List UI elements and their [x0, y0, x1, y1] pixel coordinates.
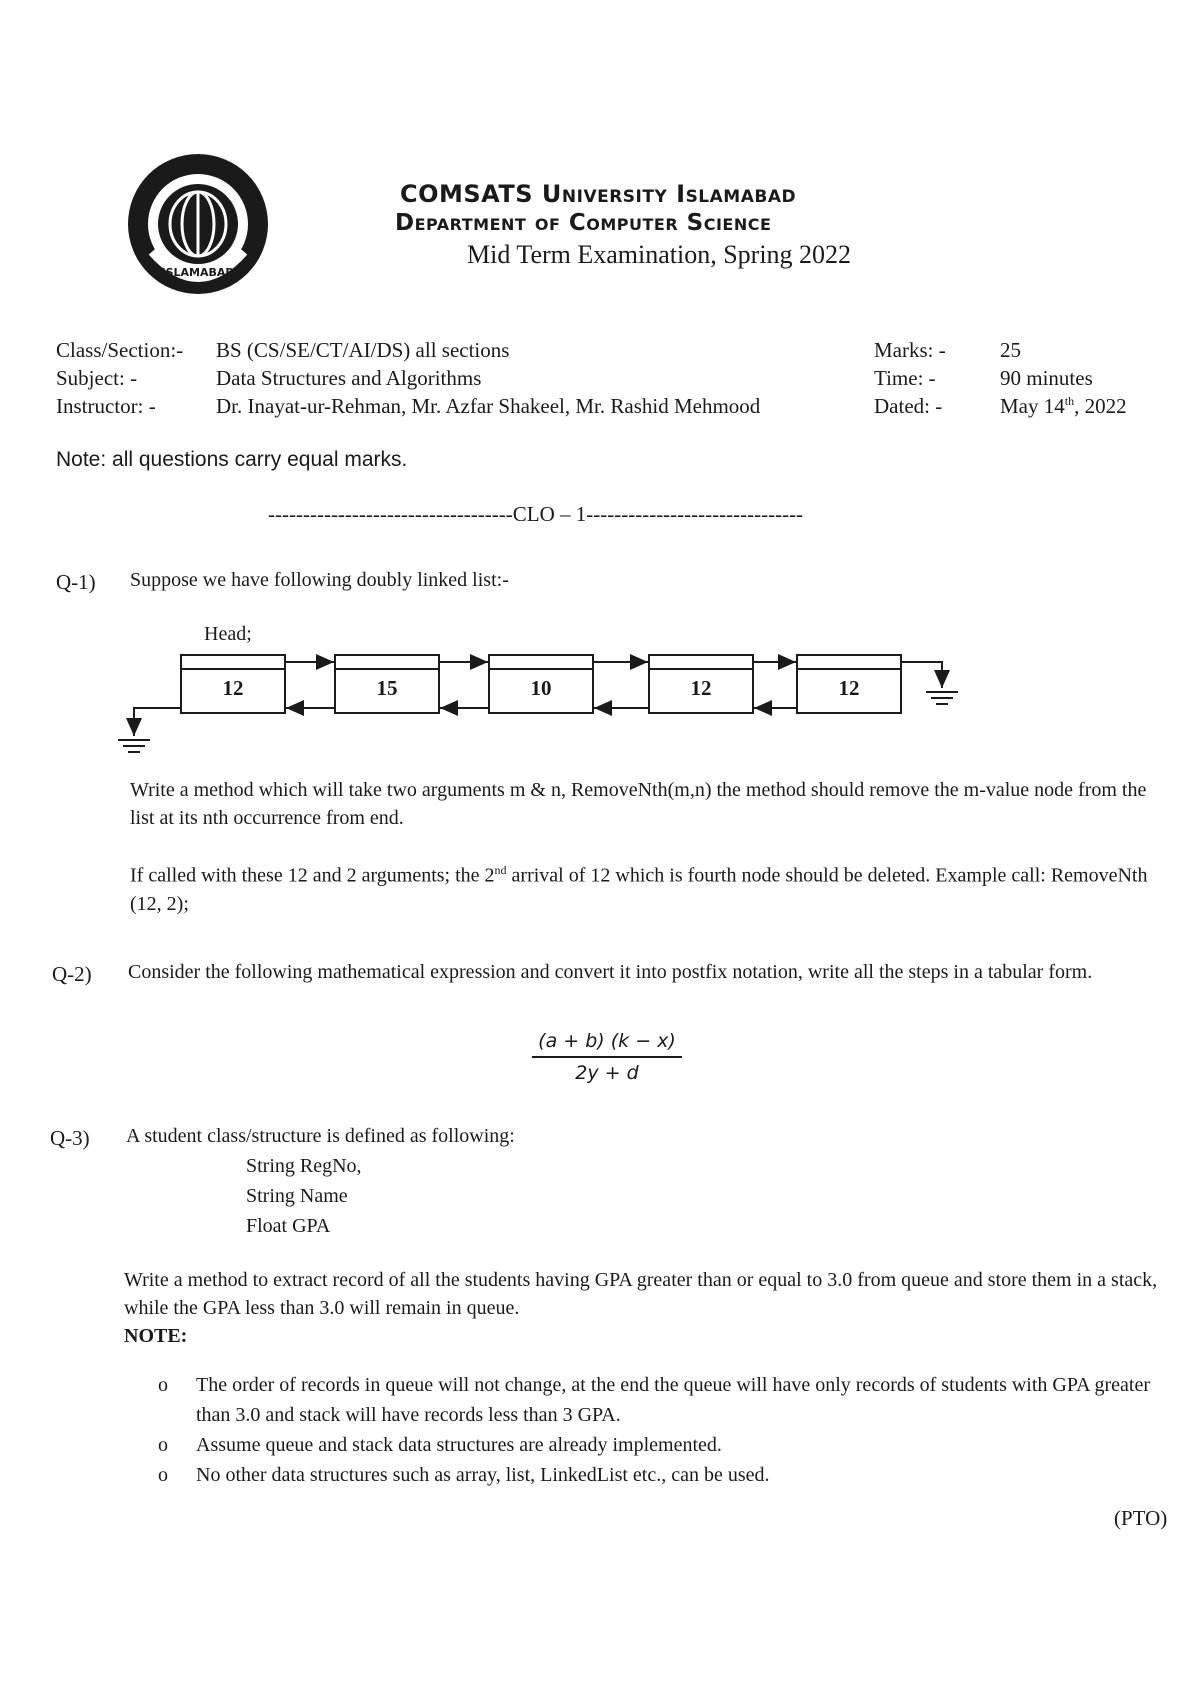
null-right-wire: [902, 662, 942, 688]
time-label: Time: -: [874, 366, 936, 390]
null-left-wire: [134, 708, 180, 736]
q3-bullet: Assume queue and stack data structures are already implemented.: [196, 1434, 722, 1456]
marks-value: 25: [1000, 338, 1021, 362]
bullet-marker: o: [158, 1464, 168, 1486]
university-logo: [124, 150, 272, 298]
q3-task: Write a method to extract record of all the students having GPA greater than or equal to 3.0 from queue and store them in a stack, while the GPA less than 3.0 will remain in queue.: [124, 1269, 1158, 1319]
q2-text: Consider the following mathematical expression and convert it into postfix notation, write all the steps in a tabular form.: [128, 961, 1093, 983]
q3-text: A student class/structure is defined as following:: [126, 1125, 515, 1147]
list-node: 12: [648, 654, 754, 714]
expression-denominator: 2y + d: [575, 1062, 639, 1084]
subject-value: Data Structures and Algorithms: [216, 366, 482, 390]
q2-number: Q-2): [52, 962, 92, 986]
instructor-value: Dr. Inayat-ur-Rehman, Mr. Azfar Shakeel, Mr. Rashid Mehmood: [216, 394, 761, 418]
q3-bullet: No other data structures such as array, list, LinkedList etc., can be used.: [196, 1464, 770, 1486]
q3-bullet: The order of records in queue will not change, at the end the queue will have only records of students with GPA greater than 3.0 and stack will have records less than 3 GPA.: [196, 1374, 1150, 1426]
q3-field: Float GPA: [246, 1215, 331, 1237]
subject-label: Subject: -: [56, 366, 138, 390]
exam-title: Mid Term Examination, Spring 2022: [467, 240, 852, 269]
class-label: Class/Section:-: [56, 338, 184, 362]
list-node: 12: [180, 654, 286, 714]
clo-divider: -----------------------------------CLO – 1-------------------------------: [268, 502, 804, 526]
q1-intro: Suppose we have following doubly linked list:-: [130, 569, 509, 591]
instructor-label: Instructor: -: [56, 394, 156, 418]
expression-numerator: (a + b) (k − x): [532, 1030, 682, 1058]
note: Note: all questions carry equal marks.: [56, 448, 408, 471]
q1-number: Q-1): [56, 570, 96, 594]
bullet-marker: o: [158, 1434, 168, 1456]
list-node: 12: [796, 654, 902, 714]
university-name: COMSATS University Islamabad: [400, 180, 797, 208]
bullet-marker: o: [158, 1374, 168, 1396]
linked-list-diagram: [110, 650, 970, 760]
class-value: BS (CS/SE/CT/AI/DS) all sections: [216, 338, 510, 362]
q3-number: Q-3): [50, 1126, 90, 1150]
pto-label: (PTO): [1114, 1506, 1168, 1530]
expression-fraction: [532, 1030, 682, 1084]
list-node: 10: [488, 654, 594, 714]
dated-label: Dated: -: [874, 394, 943, 418]
q3-note-label: NOTE:: [124, 1325, 188, 1347]
dated-value: May 14th, 2022: [1000, 394, 1127, 418]
time-value: 90 minutes: [1000, 366, 1093, 390]
head-label: Head;: [204, 623, 252, 645]
logo-seal-icon: [124, 150, 272, 298]
marks-label: Marks: -: [874, 338, 946, 362]
q1-para2: If called with these 12 and 2 arguments; the 2nd arrival of 12 which is fourth node should be deleted. Example call: RemoveNth (12, 2);: [130, 863, 1148, 915]
q3-field: String RegNo,: [246, 1155, 362, 1177]
svg-text:ISLAMABAD: ISLAMABAD: [161, 266, 235, 279]
q3-field: String Name: [246, 1185, 348, 1207]
list-node: 15: [334, 654, 440, 714]
department-name: Department of Computer Science: [395, 210, 772, 236]
q1-para1: Write a method which will take two arguments m & n, RemoveNth(m,n) the method should remove the m-value node from the list at its nth occurrence from end.: [130, 779, 1147, 829]
